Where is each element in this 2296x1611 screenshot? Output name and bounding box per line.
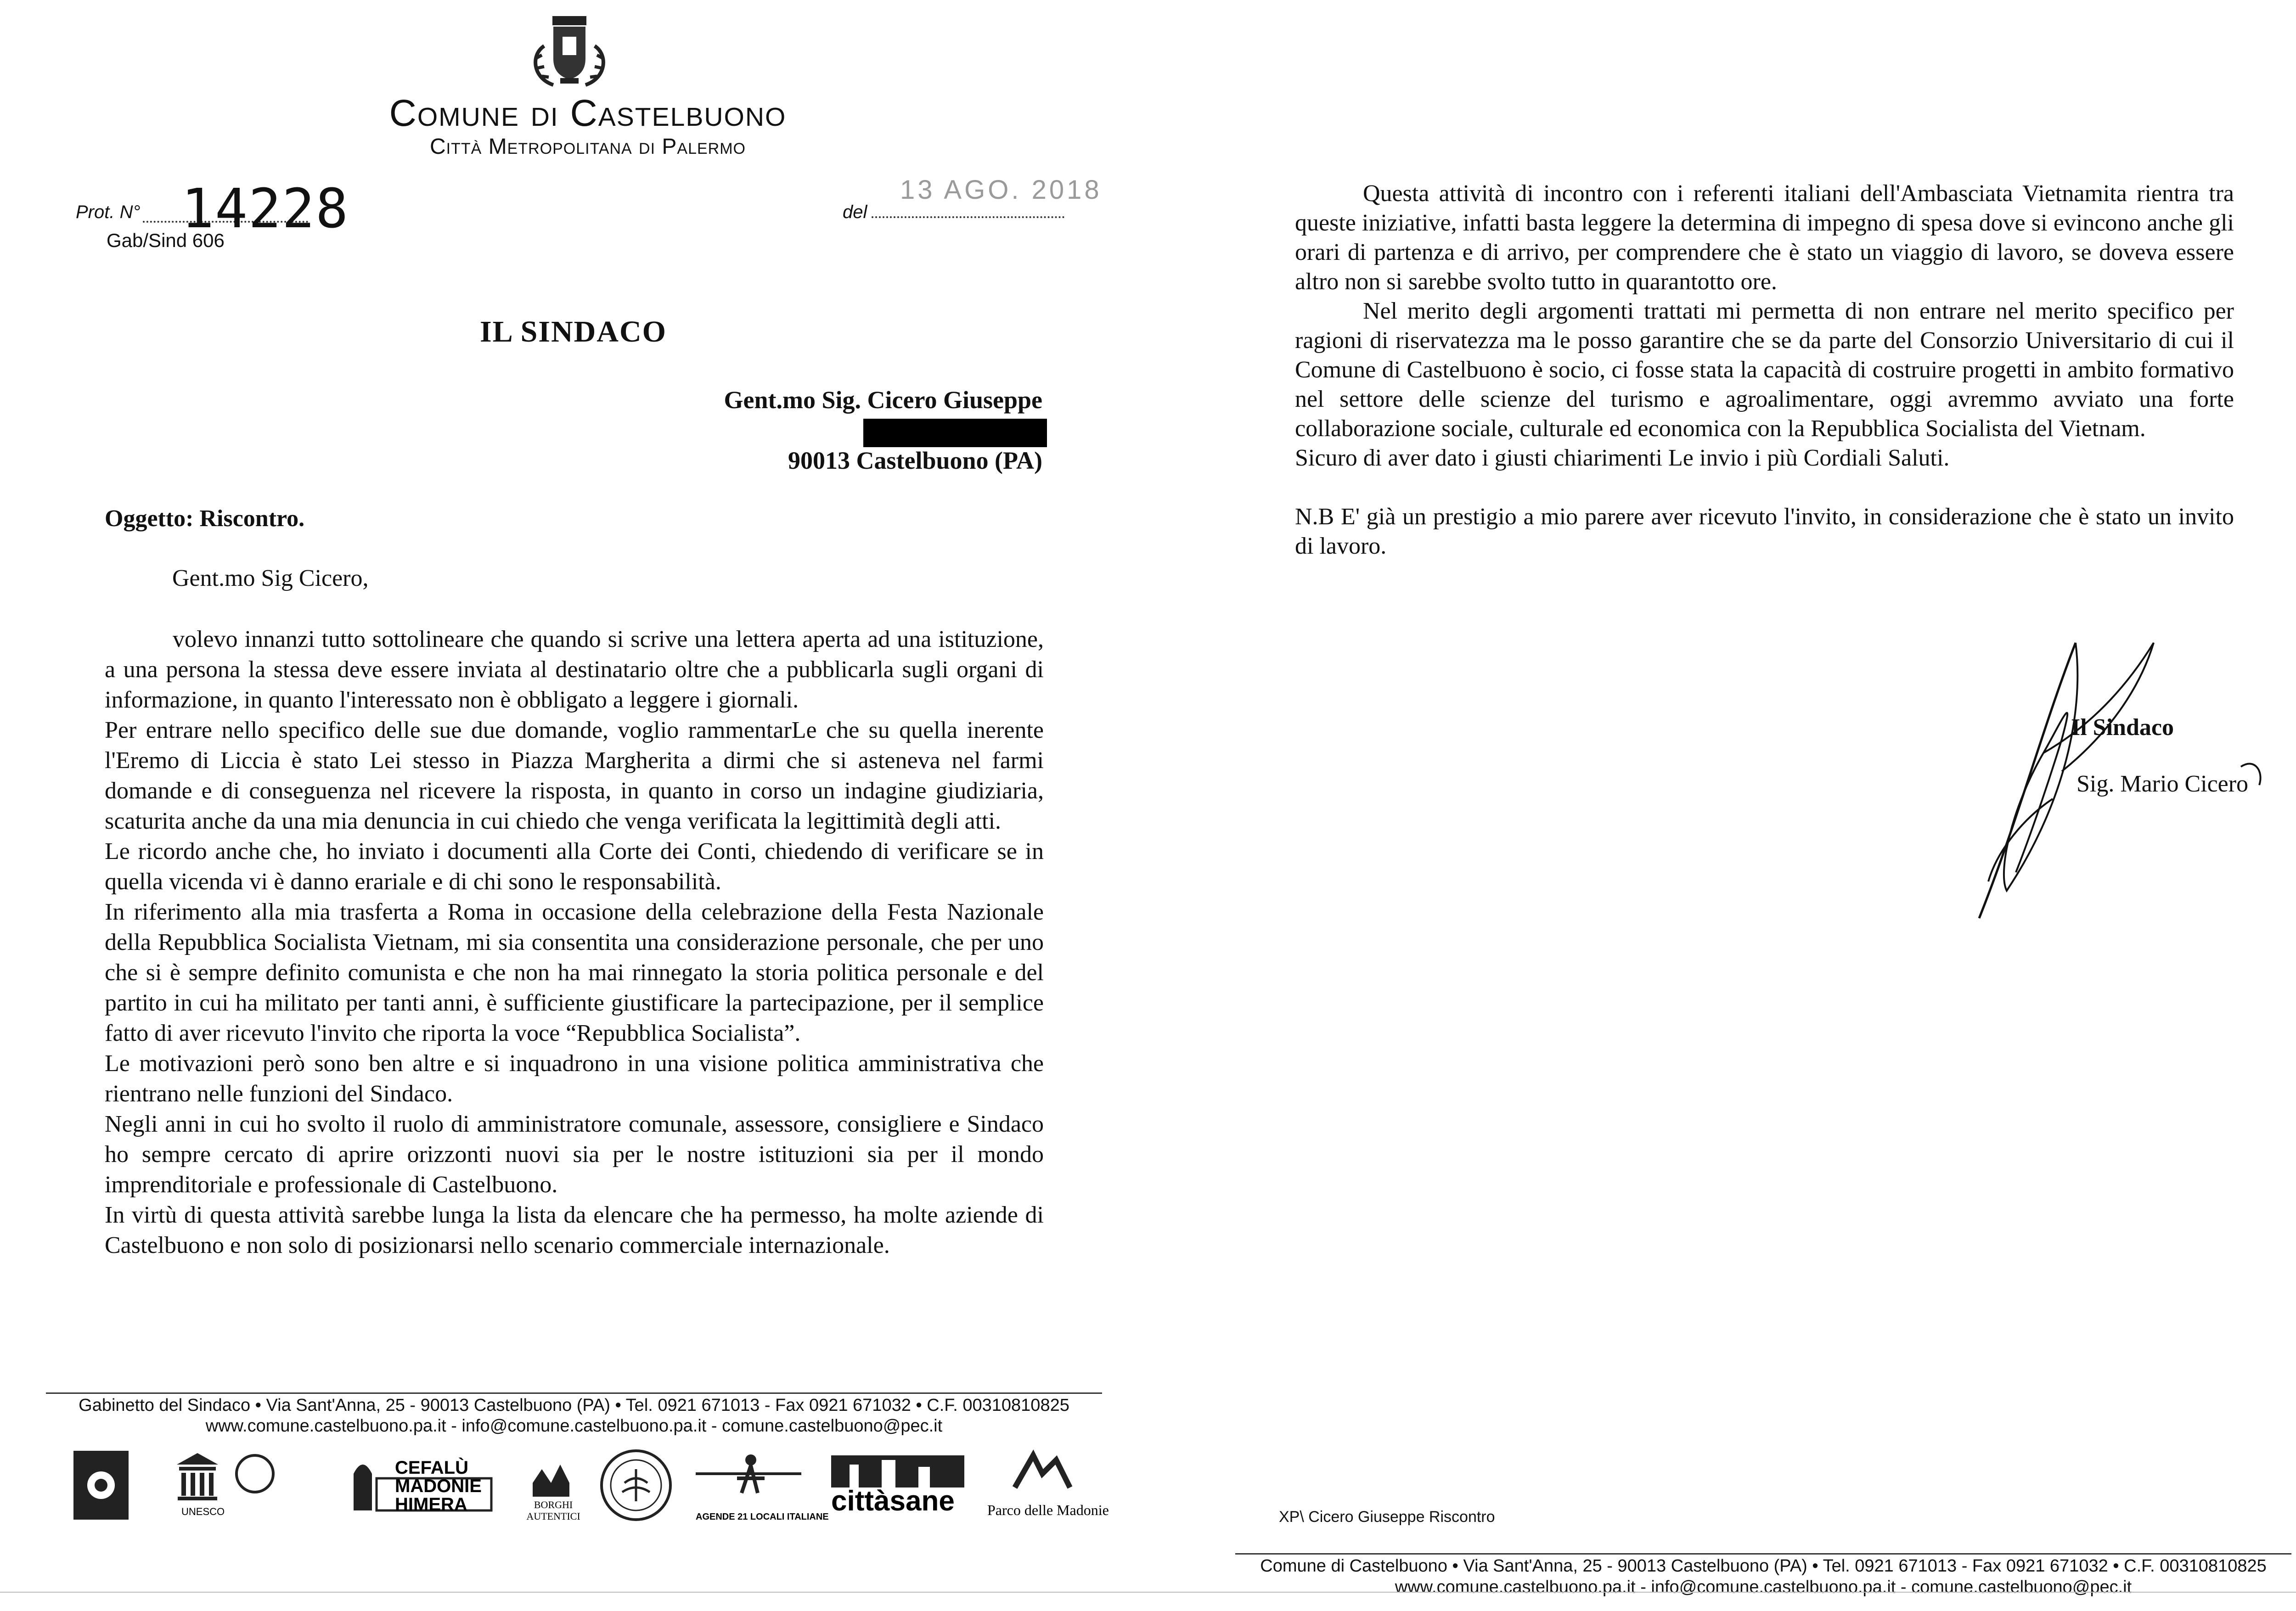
date-stamp: 13 AGO. 2018 [900,175,1102,205]
letter-body-right [1295,179,2234,561]
footer-address: Gabinetto del Sindaco • Via Sant'Anna, 25 - 90013 Castelbuono (PA) • Tel. 0921 671013 - Fax 0921 671032 • C.F. 00310810825 [79,1396,1069,1415]
parco-text: Parco delle Madonie [987,1502,1109,1518]
date-label: del [843,202,867,222]
cefalu-madonie-himera-logo-icon [344,1446,501,1524]
nota-bene: N.B E' già un prestigio a mio parere aver ricevuto l'invito, in considerazione che è stato un invito di lavoro. [1295,504,2234,559]
scan-edge [0,1592,1171,1611]
comune-subtitle: Città Metropolitana di Palermo [430,135,746,159]
footer-address: Comune di Castelbuono • Via Sant'Anna, 25 - 90013 Castelbuono (PA) • Tel. 0921 671013 - Fax 0921 671032 • C.F. 00310810825 [1260,1556,2267,1576]
borghi-autentici-logo-icon [519,1446,588,1524]
citta-sane-text: cittàsane [831,1485,955,1517]
salutation: Gent.mo Sig Cicero, [172,565,369,591]
paragraph: Negli anni in cui ho svolto il ruolo di amministratore comunale, assessore, consigliere e Sindaco ho sempre cercato di aprire orizzonti nuovi sia per le nostre istituzioni sia per il mondo imprenditoriale e professionale di Castelbuono. [105,1111,1044,1198]
sender-heading: IL SINDACO [480,315,667,348]
paragraph: Per entrare nello specifico delle sue due domande, voglio rammentarLe che su quella inerente l'Eremo di Liccia è stato Lei stesso in Piazza Margherita a dirmi che si asteneva nel farmi domande e di conseguenza nel ricevere la risposta, in quanto in corso un indagine giudiziaria, scaturita anche da una mia denuncia in cui chiedo che venga verificata la legittimità degli atti. [105,717,1044,834]
recipient-city: 90013 Castelbuono (PA) [788,447,1042,474]
agende-text: AGENDE 21 LOCALI ITALIANE [696,1512,829,1522]
paragraph: volevo innanzi tutto sottolineare che quando si scrive una lettera aperta ad una istituzione, a una persona la stessa deve essere inviata al destinatario oltre che a pubblicarla sugli organi di informazione, in quanto l'interessato non è obbligato a leggere i giornali. [105,626,1044,713]
municipal-crest-icon [517,9,622,90]
footer-divider [46,1392,1102,1394]
madonie-text: MADONIE [395,1476,482,1496]
protocol-label: Prot. N° [76,202,141,222]
paragraph: Nel merito degli argomenti trattati mi permetta di non entrare nel merito specifico per ragioni di riservatezza ma le posso garantire che se da parte del Consorzio Universitario di cui il Comune di Castelbuono è socio, ci fosse stata la capacità di costruire progetti in ambito formativo nel settore delle scienze del turismo e agroalimentare, oggi avremmo avviato una forte collaborazione sociale, culturale ed economica con la Repubblica Socialista del Vietnam. [1295,298,2234,442]
citta-del-bio-logo-icon [597,1446,675,1524]
comune-title: Comune di Castelbuono [389,92,787,134]
paragraph: In riferimento alla mia trasferta a Roma in occasione della celebrazione della Festa Nazionale della Repubblica Socialista Vietnam, mi sia consentita una considerazione personale, che per uno che si è sempre definito comunista e che non ha mai rinnegato la storia politica personale e del partito in cui ha militato per tanti anni, è sufficiente giustificare la partecipazione, per il semplice fatto di aver ricevuto l'invito che riporta la voce “Repubblica Socialista”. [105,899,1044,1046]
footer-divider [1235,1553,2291,1555]
date-field [843,202,1064,223]
recipient-name: Gent.mo Sig. Cicero Giuseppe [724,386,1042,414]
sicily-region-logo-icon [69,1446,133,1524]
unesco-logo-icon [172,1446,296,1524]
citta-sane-logo-icon [827,1446,974,1524]
scan-edge [1171,1592,2296,1611]
unesco-logo-text: UNESCO [181,1506,225,1517]
paragraph: Le ricordo anche che, ho inviato i documenti alla Corte dei Conti, chiedendo di verificare se in quella vicenda vi è danno erariale e di chi sono le responsabilità. [105,838,1044,895]
parco-madonie-logo-icon [987,1446,1109,1524]
protocol-number: 14228 [181,177,349,240]
paragraph: In virtù di questa attività sarebbe lunga la lista da elencare che ha permesso, ha molte aziende di Castelbuono e non solo di posizionarsi nello scenario commerciale internazionale. [105,1202,1044,1258]
cefalu-text: CEFALÙ [395,1458,468,1478]
paragraph: Sicuro di aver dato i giusti chiarimenti Le invio i più Cordiali Saluti. [1295,445,1950,471]
file-reference: XP\ Cicero Giuseppe Riscontro [1279,1508,1495,1526]
paragraph: Le motivazioni però sono ben altre e si inquadrono in una visione politica amministrativa che rientrano nelle funzioni del Sindaco. [105,1050,1044,1107]
partner-logos [69,1446,1109,1524]
letter-body-left [105,624,1044,1261]
footer-contacts: www.comune.castelbuono.pa.it - info@comune.castelbuono.pa.it - comune.castelbuono@pec.it [1395,1577,2132,1597]
paragraph: Questa attività di incontro con i referenti italiani dell'Ambasciata Vietnamita rientra tra queste iniziative, infatti basta leggere la determina di impegno di spesa dove si evincono anche gli orari di partenza e di arrivo, per comprendere che è stato un viaggio di lavoro, se doveva essere altro non si sarebbe svolto tutto in quarantotto ore. [1295,180,2234,295]
agende-21-logo-icon [691,1446,829,1524]
himera-text: HIMERA [395,1494,467,1515]
date-dotted-line [872,202,1064,218]
autentici-text: AUTENTICI [526,1510,580,1522]
gab-reference: Gab/Sind 606 [107,230,225,251]
footer-contacts: www.comune.castelbuono.pa.it - info@comune.castelbuono.pa.it - comune.castelbuono@pec.it [205,1416,943,1436]
redacted-address [863,419,1047,447]
signature-label: Il Sindaco [2071,714,2174,741]
subject-line: Oggetto: Riscontro. [105,505,305,532]
borghi-text: BORGHI [534,1499,573,1510]
signature-name: Sig. Mario Cicero [2077,771,2249,797]
